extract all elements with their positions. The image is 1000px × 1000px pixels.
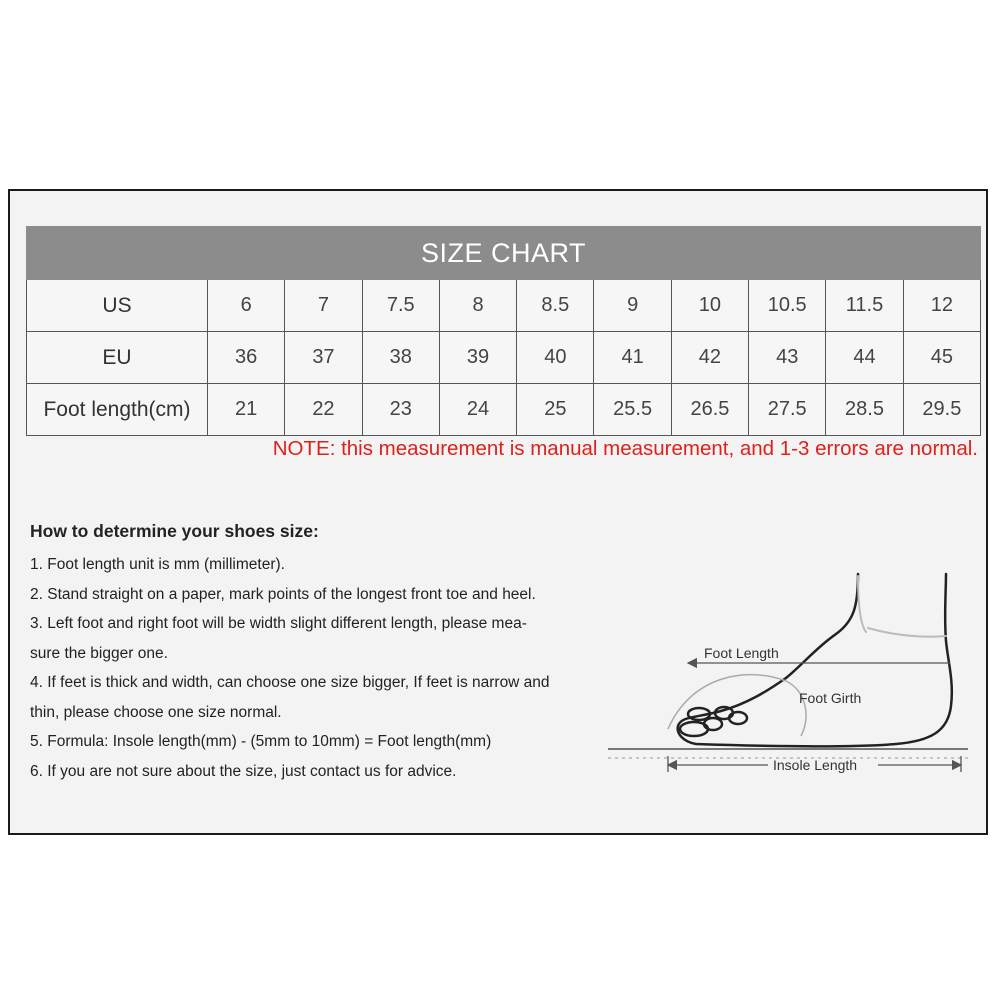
table-cell: 22 xyxy=(285,384,362,436)
table-cell: 27.5 xyxy=(749,384,826,436)
table-cell: 37 xyxy=(285,332,362,384)
table-cell: 8.5 xyxy=(517,280,594,332)
row-label: US xyxy=(27,280,208,332)
table-cell: 11.5 xyxy=(826,280,903,332)
instruction-line: 1. Foot length unit is mm (millimeter). xyxy=(30,556,285,573)
table-cell: 42 xyxy=(671,332,748,384)
instruction-line: 2. Stand straight on a paper, mark points of the longest front toe and heel. xyxy=(30,585,536,603)
table-cell: 43 xyxy=(749,332,826,384)
instructions-block xyxy=(30,521,620,786)
table-cell: 26.5 xyxy=(671,384,748,436)
foot-measurement-diagram xyxy=(596,566,976,796)
table-cell: 7.5 xyxy=(362,280,439,332)
table-cell: 40 xyxy=(517,332,594,384)
instruction-line: 6. If you are not sure about the size, just contact us for advice. xyxy=(30,762,457,780)
table-cell: 23 xyxy=(362,384,439,436)
table-cell: 10 xyxy=(671,280,748,332)
foot-girth-label: Foot Girth xyxy=(799,690,862,706)
measurement-note: NOTE: this measurement is manual measurement, and 1-3 errors are normal. xyxy=(272,437,978,460)
size-chart-table xyxy=(26,226,981,436)
table-cell: 28.5 xyxy=(826,384,903,436)
table-cell: 10.5 xyxy=(749,280,826,332)
instruction-line: sure the bigger one. xyxy=(30,644,168,662)
table-cell: 7 xyxy=(285,280,362,332)
table-cell: 29.5 xyxy=(903,384,980,436)
table-cell: 38 xyxy=(362,332,439,384)
table-cell: 24 xyxy=(439,384,516,436)
table-cell: 8 xyxy=(439,280,516,332)
table-row-us xyxy=(27,280,981,332)
instructions-title: How to determine your shoes size: xyxy=(30,521,319,541)
table-cell: 41 xyxy=(594,332,671,384)
size-chart-panel xyxy=(8,189,988,835)
table-cell: 25 xyxy=(517,384,594,436)
table-cell: 12 xyxy=(903,280,980,332)
table-row-foot-length xyxy=(27,384,981,436)
row-label: EU xyxy=(27,332,208,384)
table-row-eu xyxy=(27,332,981,384)
instruction-line: 3. Left foot and right foot will be width slight different length, please mea- xyxy=(30,615,527,632)
instruction-line: 5. Formula: Insole length(mm) - (5mm to 10mm) = Foot length(mm) xyxy=(30,733,492,750)
table-cell: 21 xyxy=(208,384,285,436)
table-cell: 9 xyxy=(594,280,671,332)
table-title: SIZE CHART xyxy=(27,227,981,280)
instruction-line: thin, please choose one size normal. xyxy=(30,703,282,721)
table-cell: 6 xyxy=(208,280,285,332)
table-cell: 45 xyxy=(903,332,980,384)
table-cell: 36 xyxy=(208,332,285,384)
table-cell: 44 xyxy=(826,332,903,384)
table-cell: 39 xyxy=(439,332,516,384)
instruction-line: 4. If feet is thick and width, can choose one size bigger, If feet is narrow and xyxy=(30,674,550,691)
foot-length-label: Foot Length xyxy=(704,645,779,661)
row-label: Foot length(cm) xyxy=(27,384,208,436)
insole-length-label: Insole Length xyxy=(773,757,858,773)
table-cell: 25.5 xyxy=(594,384,671,436)
